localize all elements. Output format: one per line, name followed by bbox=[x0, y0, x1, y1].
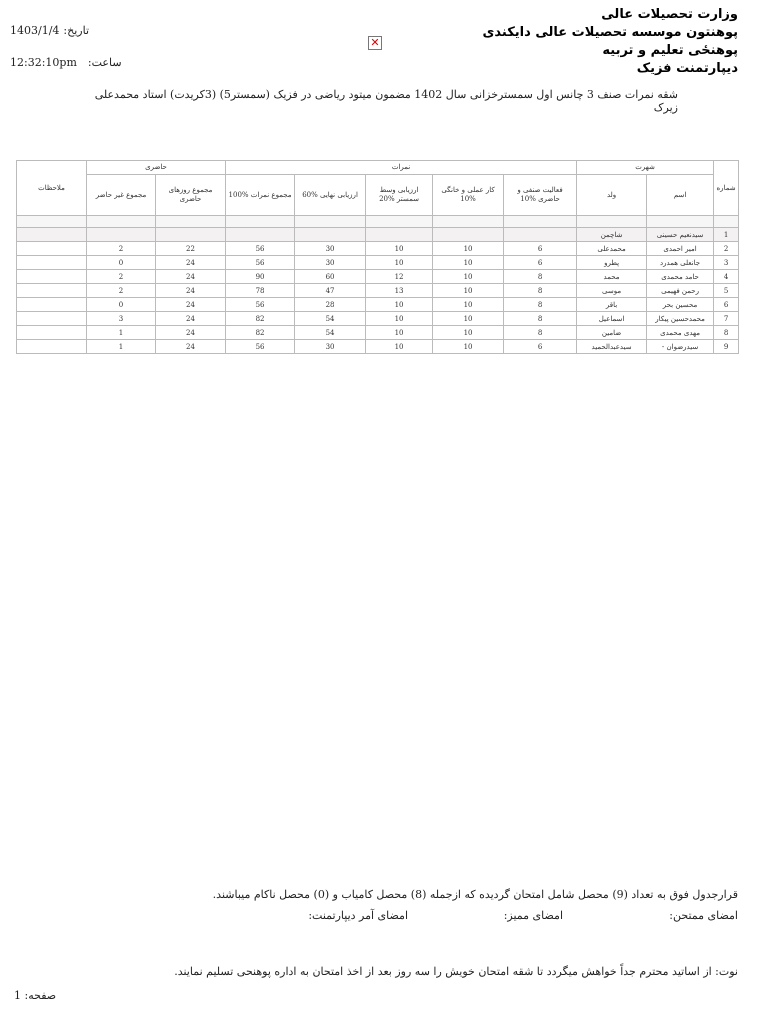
summary-text: قرارجدول فوق به تعداد (9) محصل شامل امتحان گردیده که ازجمله (8) محصل کامیاب و (0) محصل ناکام میباشند. bbox=[212, 888, 738, 901]
final-score: 60 bbox=[295, 270, 366, 284]
spacer-row bbox=[17, 216, 739, 228]
col-present-days-header: مجموع روزهای حاضری bbox=[156, 175, 226, 216]
col-practical-header: کار عملی و خانگی %10 bbox=[433, 175, 504, 216]
remarks-cell bbox=[17, 270, 87, 284]
col-remarks-header: ملاحظات bbox=[17, 161, 87, 216]
student-name: جانعلی همدرد bbox=[647, 256, 714, 270]
col-total-header: مجموع نمرات %100 bbox=[226, 175, 295, 216]
father-name: محمد bbox=[577, 270, 647, 284]
broken-logo-icon: ✕ bbox=[368, 36, 382, 50]
final-score: 47 bbox=[295, 284, 366, 298]
present-days: 24 bbox=[156, 340, 226, 354]
practical-score bbox=[433, 228, 504, 242]
activity-score: 8 bbox=[504, 284, 577, 298]
col-absent-header: مجموع غیر حاضر bbox=[87, 175, 156, 216]
absent-days: 3 bbox=[87, 312, 156, 326]
absent-days: 2 bbox=[87, 270, 156, 284]
university-title: پوهنتون موسسه تحصیلات عالی دایکندی bbox=[482, 25, 738, 40]
present-days: 24 bbox=[156, 270, 226, 284]
table-row bbox=[17, 312, 739, 326]
midterm-score: 10 bbox=[366, 326, 433, 340]
row-number: 9 bbox=[714, 340, 739, 354]
activity-score: 8 bbox=[504, 312, 577, 326]
activity-score: 6 bbox=[504, 242, 577, 256]
absent-days: 2 bbox=[87, 242, 156, 256]
head-signature-label: امضای آمر دیپارتمنت: bbox=[308, 909, 408, 922]
father-name: پطرو bbox=[577, 256, 647, 270]
table-row bbox=[17, 340, 739, 354]
absent-days: 0 bbox=[87, 298, 156, 312]
present-days: 24 bbox=[156, 256, 226, 270]
table-row bbox=[17, 228, 739, 242]
student-name: رحمن فهیمی bbox=[647, 284, 714, 298]
father-name: ضامین bbox=[577, 326, 647, 340]
signature-row bbox=[0, 909, 768, 923]
date-time-block bbox=[10, 24, 130, 88]
midterm-score: 10 bbox=[366, 312, 433, 326]
col-identity-header: شهرت bbox=[577, 161, 714, 175]
row-number: 8 bbox=[714, 326, 739, 340]
final-score: 54 bbox=[295, 312, 366, 326]
practical-score: 10 bbox=[433, 284, 504, 298]
activity-score: 6 bbox=[504, 340, 577, 354]
row-number: 7 bbox=[714, 312, 739, 326]
date-value: 1403/1/4 bbox=[10, 24, 60, 37]
grades-table bbox=[16, 160, 739, 354]
father-name: موسی bbox=[577, 284, 647, 298]
note-text: نوت: از اساتید محترم جداً خواهش میگردد تا شقه امتحان خویش را سه روز بعد از اخذ امتحان به اداره پوهنحی تسلیم نمایند. bbox=[174, 965, 738, 978]
father-name: شاچمن bbox=[577, 228, 647, 242]
student-name: محسین بحر bbox=[647, 298, 714, 312]
remarks-cell bbox=[17, 298, 87, 312]
present-days bbox=[156, 228, 226, 242]
col-name-header: اسم bbox=[647, 175, 714, 216]
row-number: 5 bbox=[714, 284, 739, 298]
col-final-header: ارزیابی نهایی %60 bbox=[295, 175, 366, 216]
faculty-title: پوهنځی تعلیم و تربیه bbox=[602, 43, 738, 58]
col-attendance-header: حاضری bbox=[87, 161, 226, 175]
practical-score: 10 bbox=[433, 312, 504, 326]
midterm-score: 10 bbox=[366, 298, 433, 312]
practical-score: 10 bbox=[433, 326, 504, 340]
activity-score: 6 bbox=[504, 256, 577, 270]
total-score: 56 bbox=[226, 298, 295, 312]
row-number: 1 bbox=[714, 228, 739, 242]
total-score: 90 bbox=[226, 270, 295, 284]
father-name: اسماعیل bbox=[577, 312, 647, 326]
table-row bbox=[17, 242, 739, 256]
ministry-title: وزارت تحصیلات عالی bbox=[601, 7, 738, 22]
present-days: 24 bbox=[156, 284, 226, 298]
marker-signature-label: امضای ممیز: bbox=[503, 909, 563, 922]
midterm-score: 10 bbox=[366, 242, 433, 256]
activity-score: 8 bbox=[504, 326, 577, 340]
remarks-cell bbox=[17, 284, 87, 298]
activity-score: 8 bbox=[504, 270, 577, 284]
page-value: 1 bbox=[14, 989, 21, 1002]
total-score: 56 bbox=[226, 256, 295, 270]
midterm-score: 10 bbox=[366, 256, 433, 270]
total-score: 82 bbox=[226, 326, 295, 340]
final-score: 30 bbox=[295, 340, 366, 354]
father-name: باقر bbox=[577, 298, 647, 312]
sheet-subtitle: شقه نمرات صنف 3 چانس اول سمسترخزانی سال 1402 مضمون میتود ریاضی در فزیک (سمستر5) (3کریدت) استاد محمدعلی زیرک bbox=[94, 88, 678, 114]
absent-days: 2 bbox=[87, 284, 156, 298]
midterm-score: 13 bbox=[366, 284, 433, 298]
absent-days: 1 bbox=[87, 326, 156, 340]
activity-score: 8 bbox=[504, 298, 577, 312]
institution-header bbox=[418, 6, 738, 78]
page-number bbox=[14, 989, 56, 1002]
time-label: ساعت: bbox=[87, 56, 122, 69]
final-score bbox=[295, 228, 366, 242]
present-days: 24 bbox=[156, 298, 226, 312]
table-row bbox=[17, 256, 739, 270]
col-midterm-header: ارزیابی وسط سمستر %20 bbox=[366, 175, 433, 216]
practical-score: 10 bbox=[433, 298, 504, 312]
remarks-cell bbox=[17, 242, 87, 256]
student-name: سیدرضوان - bbox=[647, 340, 714, 354]
examiner-signature-label: امضای ممتحن: bbox=[669, 909, 738, 922]
father-name: محمدعلی bbox=[577, 242, 647, 256]
row-number: 4 bbox=[714, 270, 739, 284]
final-score: 30 bbox=[295, 242, 366, 256]
col-activity-header: فعالیت صنفی و حاضری %10 bbox=[504, 175, 577, 216]
absent-days: 0 bbox=[87, 256, 156, 270]
present-days: 22 bbox=[156, 242, 226, 256]
student-name: سیدنعیم حسینی bbox=[647, 228, 714, 242]
remarks-cell bbox=[17, 340, 87, 354]
row-number: 2 bbox=[714, 242, 739, 256]
date-label: تاریخ: bbox=[63, 24, 89, 37]
remarks-cell bbox=[17, 326, 87, 340]
table-row bbox=[17, 298, 739, 312]
student-name: محمدحسین پیکار bbox=[647, 312, 714, 326]
present-days: 24 bbox=[156, 312, 226, 326]
col-grades-header: نمرات bbox=[226, 161, 577, 175]
remarks-cell bbox=[17, 228, 87, 242]
student-name: امیر احمدی bbox=[647, 242, 714, 256]
time-value: 12:32:10pm bbox=[10, 56, 77, 69]
midterm-score: 12 bbox=[366, 270, 433, 284]
time-line bbox=[10, 56, 130, 88]
total-score: 56 bbox=[226, 242, 295, 256]
student-name: حامد محمدی bbox=[647, 270, 714, 284]
remarks-cell bbox=[17, 312, 87, 326]
table-row bbox=[17, 284, 739, 298]
row-number: 6 bbox=[714, 298, 739, 312]
practical-score: 10 bbox=[433, 256, 504, 270]
total-score bbox=[226, 228, 295, 242]
father-name: سیدعبدالحمید bbox=[577, 340, 647, 354]
department-title: دیپارتمنت فزیک bbox=[636, 61, 738, 76]
final-score: 30 bbox=[295, 256, 366, 270]
midterm-score bbox=[366, 228, 433, 242]
col-father-header: ولد bbox=[577, 175, 647, 216]
midterm-score: 10 bbox=[366, 340, 433, 354]
student-name: مهدی محمدی bbox=[647, 326, 714, 340]
page-label: صفحه: bbox=[24, 989, 57, 1002]
final-score: 54 bbox=[295, 326, 366, 340]
table-row bbox=[17, 270, 739, 284]
absent-days: 1 bbox=[87, 340, 156, 354]
row-number: 3 bbox=[714, 256, 739, 270]
absent-days bbox=[87, 228, 156, 242]
final-score: 28 bbox=[295, 298, 366, 312]
total-score: 78 bbox=[226, 284, 295, 298]
practical-score: 10 bbox=[433, 270, 504, 284]
remarks-cell bbox=[17, 256, 87, 270]
activity-score bbox=[504, 228, 577, 242]
table-row bbox=[17, 326, 739, 340]
col-number-header: شماره bbox=[714, 161, 739, 216]
present-days: 24 bbox=[156, 326, 226, 340]
total-score: 82 bbox=[226, 312, 295, 326]
total-score: 56 bbox=[226, 340, 295, 354]
practical-score: 10 bbox=[433, 340, 504, 354]
practical-score: 10 bbox=[433, 242, 504, 256]
date-line bbox=[10, 24, 130, 56]
